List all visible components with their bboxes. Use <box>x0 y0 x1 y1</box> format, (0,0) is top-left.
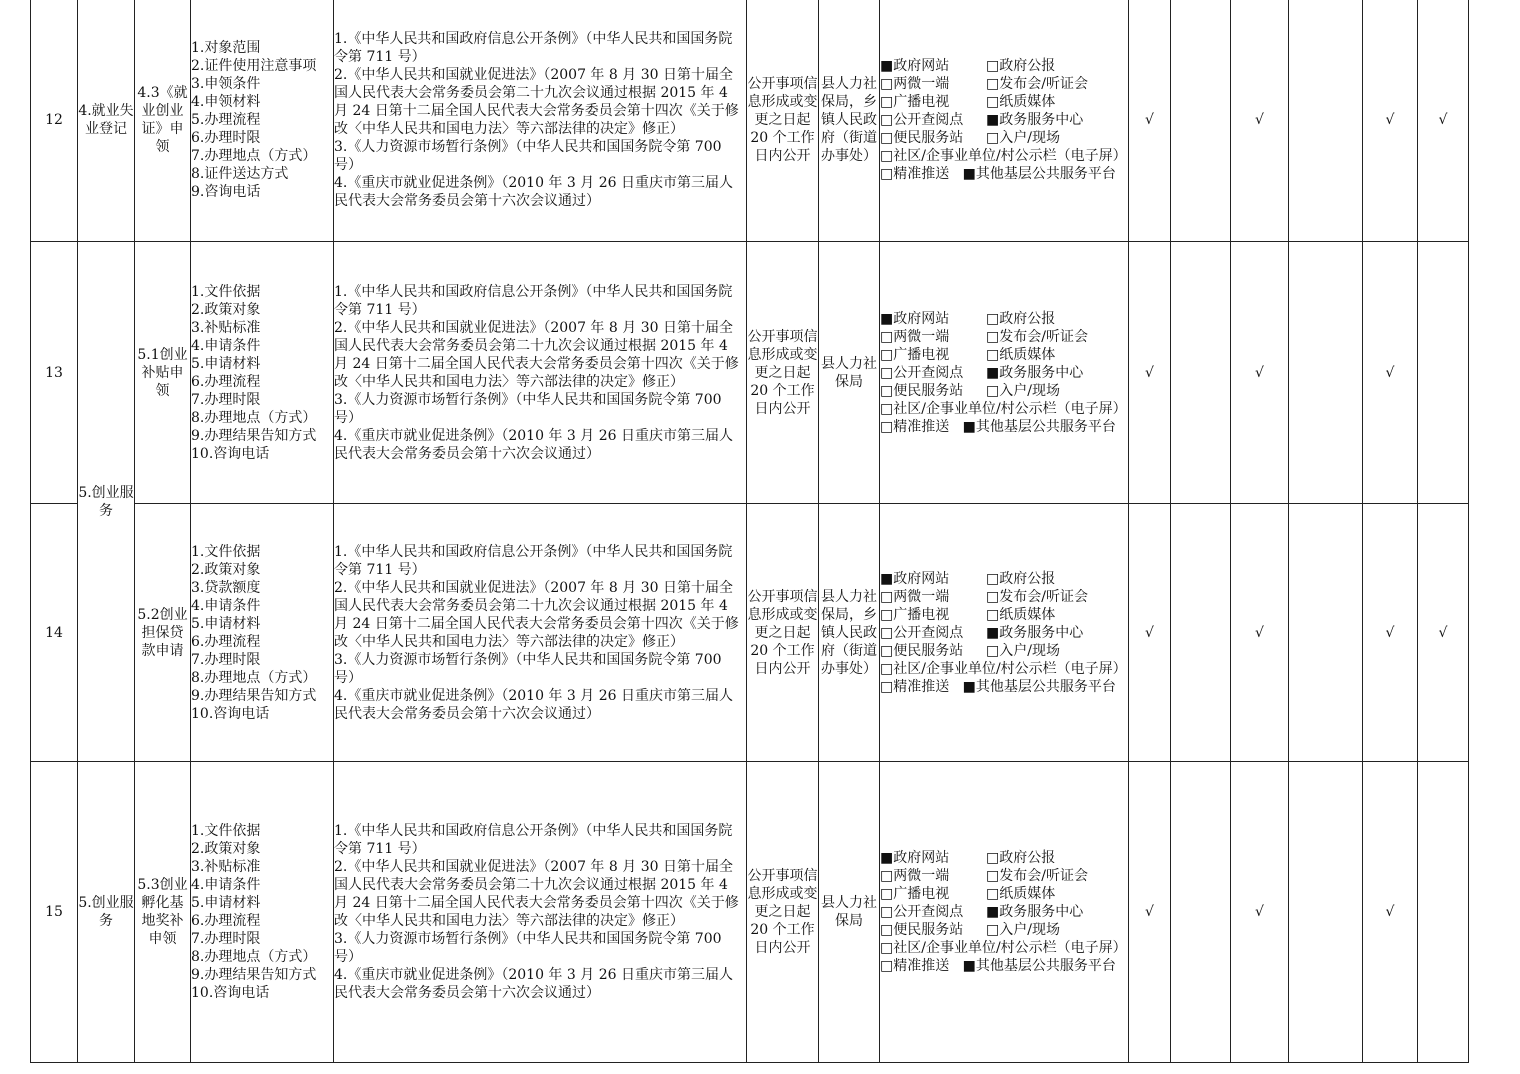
item-name-cell: 4.3《就业创业证》申领 <box>135 0 191 242</box>
check-mark: √ <box>1231 242 1289 504</box>
check-mark: √ <box>1231 0 1289 242</box>
check-mark: √ <box>1363 242 1418 504</box>
channel-option: □政府公报 <box>986 310 1056 327</box>
category-cell: 5.创业服务 <box>78 762 135 1063</box>
channels-cell <box>880 504 1129 762</box>
check-mark <box>1171 242 1231 504</box>
law-line: 3.《人力资源市场暂行条例》（中华人民共和国国务院令第 700 号） <box>334 651 722 686</box>
channel-row <box>880 588 1128 606</box>
channel-option: □政府公报 <box>986 850 1056 866</box>
channel-option: □广播电视 <box>880 94 950 110</box>
spacer <box>949 419 962 435</box>
subject-cell: 县人力社保局，乡镇人民政府（街道办事处） <box>819 504 880 762</box>
channel-row <box>880 328 1128 346</box>
channel-option: ■政务服务中心 <box>986 904 1084 920</box>
channel-option: □广播电视 <box>880 346 950 363</box>
element-line: 5.申请材料 <box>191 355 261 372</box>
channel-option: □两微一端 <box>880 868 950 884</box>
table-row <box>31 0 1469 242</box>
laws-cell <box>334 504 747 762</box>
element-line: 4.申请条件 <box>191 597 261 614</box>
channel-row <box>880 921 1128 939</box>
element-line: 7.办理时限 <box>191 391 261 408</box>
law-line: 2.《中华人民共和国就业促进法》（2007 年 8 月 30 日第十届全国人民代表大会常务委员会第二十九次会议通过根据 2015 年 4 月 24 日第十二届全国人民代表大会常务委员会第十四次《关于修改〈中华人民共和国电力法〉等六部法律的决定》修正） <box>334 859 739 929</box>
element-line: 10.咨询电话 <box>191 705 270 722</box>
element-line: 3.补贴标准 <box>191 859 261 875</box>
subject-cell: 县人力社保局 <box>819 242 880 504</box>
spacer <box>949 958 962 974</box>
channels-cell <box>880 762 1129 1063</box>
channel-option: □纸质媒体 <box>986 346 1056 363</box>
check-mark: √ <box>1129 0 1171 242</box>
element-line: 7.办理时限 <box>191 931 261 947</box>
channel-option: □便民服务站 <box>880 922 964 938</box>
time-limit-cell: 公开事项信息形成或变更之日起 20 个工作日内公开 <box>747 0 819 242</box>
channel-option: □两微一端 <box>880 76 950 92</box>
channel-community: □社区/企事业单位/村公示栏（电子屏） <box>880 660 1127 677</box>
check-mark <box>1289 0 1363 242</box>
item-name-cell: 5.3创业孵化基地奖补申领 <box>135 762 191 1063</box>
row-seq: 15 <box>31 762 78 1063</box>
channel-row <box>880 903 1128 921</box>
laws-cell <box>334 762 747 1063</box>
check-mark <box>1418 242 1469 504</box>
category-cell: 5.创业服务 <box>78 242 135 762</box>
channel-row <box>880 382 1128 400</box>
element-line: 3.申领条件 <box>191 76 261 92</box>
element-line: 4.申请条件 <box>191 877 261 893</box>
channel-option: □入户/现场 <box>986 382 1060 399</box>
elements-cell <box>191 504 334 762</box>
elements-cell <box>191 762 334 1063</box>
elements-cell <box>191 242 334 504</box>
channel-option: □广播电视 <box>880 886 950 902</box>
law-line: 1.《中华人民共和国政府信息公开条例》（中华人民共和国国务院令第 711 号） <box>334 283 733 318</box>
channel-row <box>880 93 1128 111</box>
table-row <box>31 504 1469 762</box>
element-line: 8.办理地点（方式） <box>191 409 317 426</box>
law-line: 1.《中华人民共和国政府信息公开条例》（中华人民共和国国务院令第 711 号） <box>334 823 733 857</box>
element-line: 8.办理地点（方式） <box>191 669 317 686</box>
channel-option: ■政务服务中心 <box>986 112 1084 128</box>
law-line: 4.《重庆市就业促进条例》（2010 年 3 月 26 日重庆市第三届人民代表大会常务委员会第十六次会议通过） <box>334 175 733 209</box>
check-mark: √ <box>1363 762 1418 1063</box>
channel-option: □入户/现场 <box>986 642 1060 659</box>
channel-row <box>880 867 1128 885</box>
channel-row <box>880 849 1128 867</box>
channel-community: □社区/企事业单位/村公示栏（电子屏） <box>880 940 1127 956</box>
law-line: 1.《中华人民共和国政府信息公开条例》（中华人民共和国国务院令第 711 号） <box>334 543 733 578</box>
channel-row <box>880 606 1128 624</box>
channel-row <box>880 111 1128 129</box>
subject-cell: 县人力社保局 <box>819 762 880 1063</box>
channel-community: □社区/企事业单位/村公示栏（电子屏） <box>880 400 1127 417</box>
channel-option: □入户/现场 <box>986 130 1060 146</box>
channel-option: □政府公报 <box>986 58 1056 74</box>
item-name-cell: 5.2创业担保贷款申请 <box>135 504 191 762</box>
element-line: 5.办理流程 <box>191 112 261 128</box>
check-mark: √ <box>1418 504 1469 762</box>
channel-option: ■其他基层公共服务平台 <box>962 678 1116 695</box>
channel-option: □公开查阅点 <box>880 904 964 920</box>
element-line: 2.证件使用注意事项 <box>191 58 317 74</box>
time-limit-cell: 公开事项信息形成或变更之日起 20 个工作日内公开 <box>747 504 819 762</box>
item-name-cell: 5.1创业补贴申领 <box>135 242 191 504</box>
channel-option: □精准推送 <box>880 958 950 974</box>
channel-option: □精准推送 <box>880 418 950 435</box>
element-line: 9.咨询电话 <box>191 184 261 200</box>
check-mark <box>1289 504 1363 762</box>
spacer <box>949 166 962 182</box>
channel-option: □公开查阅点 <box>880 624 964 641</box>
channels-cell <box>880 242 1129 504</box>
element-line: 9.办理结果告知方式 <box>191 967 317 983</box>
element-line: 9.办理结果告知方式 <box>191 687 317 704</box>
laws-cell <box>334 0 747 242</box>
check-mark <box>1289 242 1363 504</box>
channel-option: □发布会/听证会 <box>986 328 1088 345</box>
channel-last <box>880 165 1128 183</box>
channel-option: ■政府网站 <box>880 570 950 587</box>
channel-option: ■政府网站 <box>880 850 950 866</box>
element-line: 3.贷款额度 <box>191 579 261 596</box>
channel-row <box>880 570 1128 588</box>
law-line: 3.《人力资源市场暂行条例》（中华人民共和国国务院令第 700 号） <box>334 139 722 173</box>
channel-row <box>880 364 1128 382</box>
channel-row <box>880 885 1128 903</box>
channel-option: □广播电视 <box>880 606 950 623</box>
element-line: 1.文件依据 <box>191 823 261 839</box>
check-mark <box>1289 762 1363 1063</box>
channel-option: ■政务服务中心 <box>986 624 1084 641</box>
law-line: 4.《重庆市就业促进条例》（2010 年 3 月 26 日重庆市第三届人民代表大会常务委员会第十六次会议通过） <box>334 427 733 462</box>
element-line: 8.办理地点（方式） <box>191 949 317 965</box>
channel-option: □两微一端 <box>880 328 950 345</box>
check-mark <box>1171 504 1231 762</box>
check-mark: √ <box>1231 762 1289 1063</box>
element-line: 8.证件送达方式 <box>191 166 289 182</box>
channel-row <box>880 346 1128 364</box>
law-line: 3.《人力资源市场暂行条例》（中华人民共和国国务院令第 700 号） <box>334 931 722 965</box>
channel-option: □纸质媒体 <box>986 886 1056 902</box>
element-line: 5.申请材料 <box>191 615 261 632</box>
law-line: 2.《中华人民共和国就业促进法》（2007 年 8 月 30 日第十届全国人民代表大会常务委员会第二十九次会议通过根据 2015 年 4 月 24 日第十二届全国人民代表大会常务委员会第十四次《关于修改〈中华人民共和国电力法〉等六部法律的决定》修正） <box>334 67 739 137</box>
element-line: 10.咨询电话 <box>191 445 270 462</box>
law-line: 2.《中华人民共和国就业促进法》（2007 年 8 月 30 日第十届全国人民代表大会常务委员会第二十九次会议通过根据 2015 年 4 月 24 日第十二届全国人民代表大会常务委员会第十四次《关于修改〈中华人民共和国电力法〉等六部法律的决定》修正） <box>334 579 739 650</box>
channel-option: □发布会/听证会 <box>986 868 1088 884</box>
element-line: 6.办理流程 <box>191 913 261 929</box>
check-mark: √ <box>1363 504 1418 762</box>
channel-option: □入户/现场 <box>986 922 1060 938</box>
category-cell: 4.就业失业登记 <box>78 0 135 242</box>
element-line: 6.办理流程 <box>191 373 261 390</box>
channel-row <box>880 624 1128 642</box>
check-mark: √ <box>1129 762 1171 1063</box>
element-line: 2.政策对象 <box>191 301 261 318</box>
channel-row <box>880 310 1128 328</box>
law-line: 3.《人力资源市场暂行条例》（中华人民共和国国务院令第 700 号） <box>334 391 722 426</box>
table-row <box>31 762 1469 1063</box>
time-limit-cell: 公开事项信息形成或变更之日起 20 个工作日内公开 <box>747 242 819 504</box>
channel-option: ■其他基层公共服务平台 <box>962 166 1116 182</box>
channel-last <box>880 678 1128 696</box>
channels-cell <box>880 0 1129 242</box>
check-mark: √ <box>1129 242 1171 504</box>
subject-cell: 县人力社保局，乡镇人民政府（街道办事处） <box>819 0 880 242</box>
elements-cell <box>191 0 334 242</box>
channel-option: ■政府网站 <box>880 310 950 327</box>
channel-last <box>880 418 1128 436</box>
channel-option: ■其他基层公共服务平台 <box>962 418 1116 435</box>
channel-option: ■其他基层公共服务平台 <box>962 958 1116 974</box>
element-line: 1.文件依据 <box>191 283 261 300</box>
check-mark: √ <box>1231 504 1289 762</box>
row-seq: 12 <box>31 0 78 242</box>
channel-row <box>880 75 1128 93</box>
law-line: 1.《中华人民共和国政府信息公开条例》（中华人民共和国国务院令第 711 号） <box>334 31 733 65</box>
element-line: 6.办理时限 <box>191 130 261 146</box>
element-line: 7.办理时限 <box>191 651 261 668</box>
channel-option: □公开查阅点 <box>880 112 964 128</box>
table-row <box>31 242 1469 504</box>
channel-row <box>880 57 1128 75</box>
law-line: 4.《重庆市就业促进条例》（2010 年 3 月 26 日重庆市第三届人民代表大会常务委员会第十六次会议通过） <box>334 967 733 1001</box>
channel-option: □便民服务站 <box>880 130 964 146</box>
disclosure-table <box>30 0 1469 1063</box>
channel-option: □发布会/听证会 <box>986 76 1088 92</box>
channel-last <box>880 957 1128 975</box>
check-mark <box>1171 0 1231 242</box>
row-seq: 14 <box>31 504 78 762</box>
element-line: 6.办理流程 <box>191 633 261 650</box>
check-mark <box>1418 762 1469 1063</box>
element-line: 2.政策对象 <box>191 561 261 578</box>
channel-option: □便民服务站 <box>880 642 964 659</box>
element-line: 4.申领材料 <box>191 94 261 110</box>
check-mark: √ <box>1418 0 1469 242</box>
channel-option: □纸质媒体 <box>986 606 1056 623</box>
element-line: 10.咨询电话 <box>191 985 270 1001</box>
element-line: 2.政策对象 <box>191 841 261 857</box>
spacer <box>949 679 962 695</box>
channel-option: ■政务服务中心 <box>986 364 1084 381</box>
law-line: 4.《重庆市就业促进条例》（2010 年 3 月 26 日重庆市第三届人民代表大会常务委员会第十六次会议通过） <box>334 687 733 722</box>
channel-option: □公开查阅点 <box>880 364 964 381</box>
check-mark <box>1171 762 1231 1063</box>
element-line: 9.办理结果告知方式 <box>191 427 317 444</box>
element-line: 5.申请材料 <box>191 895 261 911</box>
element-line: 1.文件依据 <box>191 543 261 560</box>
channel-option: □纸质媒体 <box>986 94 1056 110</box>
element-line: 1.对象范围 <box>191 40 261 56</box>
element-line: 4.申请条件 <box>191 337 261 354</box>
channel-option: □政府公报 <box>986 570 1056 587</box>
channel-option: □精准推送 <box>880 166 950 182</box>
element-line: 3.补贴标准 <box>191 319 261 336</box>
channel-option: □两微一端 <box>880 588 950 605</box>
laws-cell <box>334 242 747 504</box>
channel-option: □精准推送 <box>880 678 950 695</box>
channel-row <box>880 642 1128 660</box>
time-limit-cell: 公开事项信息形成或变更之日起 20 个工作日内公开 <box>747 762 819 1063</box>
element-line: 7.办理地点（方式） <box>191 148 317 164</box>
channel-option: □便民服务站 <box>880 382 964 399</box>
row-seq: 13 <box>31 242 78 504</box>
channel-option: □发布会/听证会 <box>986 588 1088 605</box>
check-mark: √ <box>1363 0 1418 242</box>
channel-community: □社区/企事业单位/村公示栏（电子屏） <box>880 148 1127 164</box>
channel-row <box>880 129 1128 147</box>
law-line: 2.《中华人民共和国就业促进法》（2007 年 8 月 30 日第十届全国人民代表大会常务委员会第二十九次会议通过根据 2015 年 4 月 24 日第十二届全国人民代表大会常务委员会第十四次《关于修改〈中华人民共和国电力法〉等六部法律的决定》修正） <box>334 319 739 390</box>
channel-option: ■政府网站 <box>880 58 950 74</box>
check-mark: √ <box>1129 504 1171 762</box>
